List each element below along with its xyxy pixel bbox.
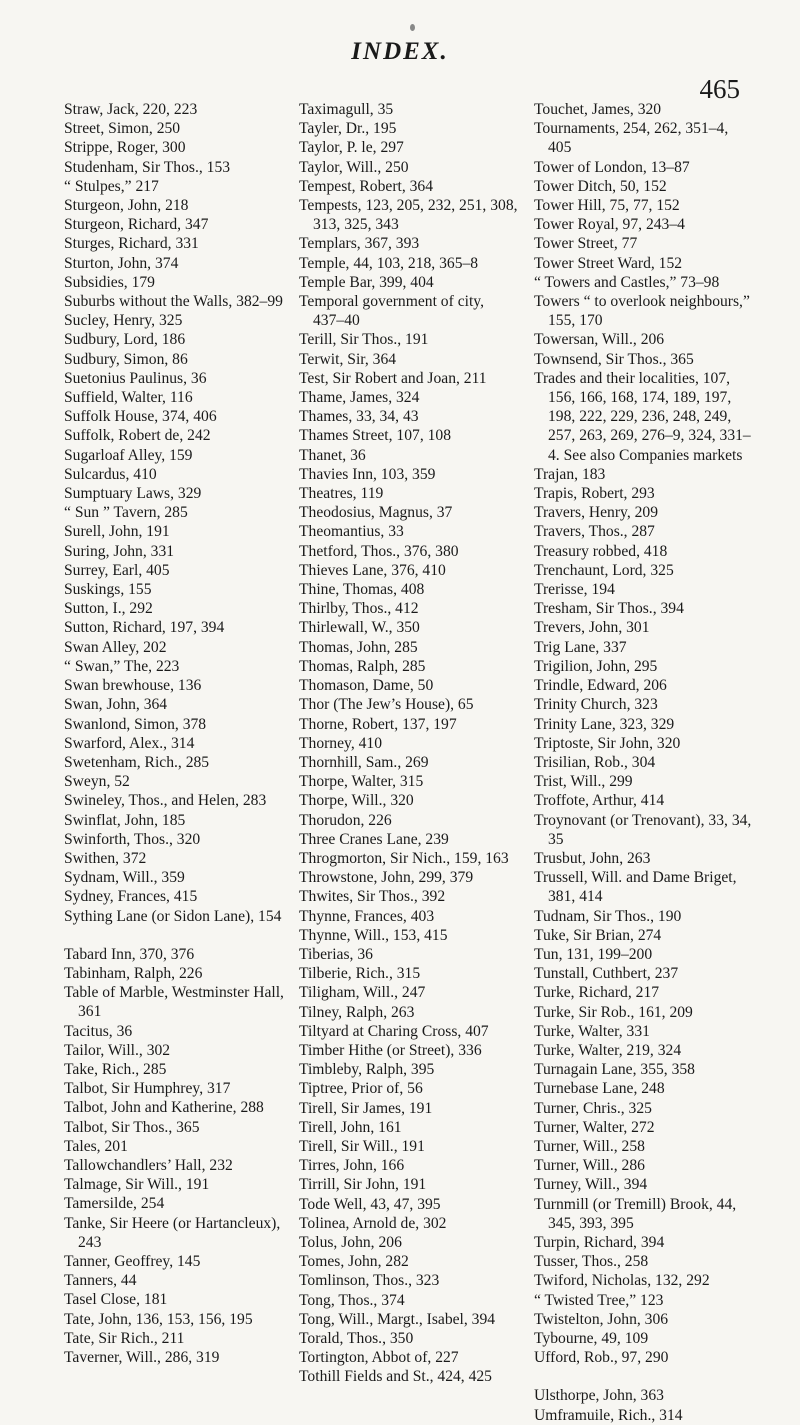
index-entry: Tallowchandlers’ Hall, 232 — [64, 1156, 233, 1174]
index-entry: Tasel Close, 181 — [64, 1291, 168, 1309]
index-entry: Tong, Will., Margt., Isabel, 394 — [299, 1310, 496, 1328]
index-entry: Turnagain Lane, 355, 358 — [534, 1061, 695, 1079]
page-header — [60, 24, 740, 104]
index-entry: Theomantius, 33 — [299, 523, 404, 541]
index-entry: Sturges, Richard, 331 — [64, 235, 199, 253]
index-entry: Thor (The Jew’s House), 65 — [299, 696, 474, 714]
index-entry: Tusser, Thos., 258 — [534, 1253, 649, 1271]
index-entry: Twiford, Nicholas, 132, 292 — [534, 1272, 710, 1290]
index-entry: Thavies Inn, 103, 359 — [299, 465, 436, 483]
index-entry: Sudbury, Lord, 186 — [64, 331, 186, 349]
index-entry: Tower Hill, 75, 77, 152 — [534, 197, 680, 215]
index-entry: Swinforth, Thos., 320 — [64, 830, 201, 848]
index-entry: Suetonius Paulinus, 36 — [64, 369, 207, 387]
index-entry: Tomes, John, 282 — [299, 1253, 409, 1271]
index-entry: Suring, John, 331 — [64, 542, 175, 560]
index-entry: Trigilion, John, 295 — [534, 657, 658, 675]
index-entry: Triptoste, Sir John, 320 — [534, 734, 681, 752]
index-entry: Taverner, Will., 286, 319 — [64, 1349, 220, 1366]
index-entry: Torald, Thos., 350 — [299, 1330, 414, 1347]
index-entry: Straw, Jack, 220, 223 — [64, 101, 198, 118]
index-entry: Tower Ditch, 50, 152 — [534, 177, 667, 195]
index-entry: Tower Street, 77 — [534, 235, 638, 253]
index-entry: Trevers, John, 301 — [534, 619, 650, 637]
index-entry: Terwit, Sir, 364 — [299, 350, 397, 368]
index-entry: Tayler, Dr., 195 — [299, 120, 397, 138]
index-entry: Umframuile, Rich., 314 — [534, 1406, 683, 1424]
index-entry: Sumptuary Laws, 329 — [64, 485, 202, 503]
index-entry: Talbot, Sir Humphrey, 317 — [64, 1080, 231, 1098]
index-entry: Thames Street, 107, 108 — [299, 427, 452, 445]
index-entry: Swinflat, John, 185 — [64, 811, 186, 829]
index-entry: Tomlinson, Thos., 323 — [299, 1272, 440, 1290]
index-entry: Trinity Lane, 323, 329 — [534, 715, 675, 733]
index-entry: Tower of London, 13–87 — [534, 158, 690, 176]
index-entry: Tolinea, Arnold de, 302 — [299, 1214, 447, 1232]
index-entry: Turner, Will., 286 — [534, 1157, 645, 1175]
index-entry: Strippe, Roger, 300 — [64, 139, 186, 157]
index-entry: Tode Well, 43, 47, 395 — [299, 1195, 441, 1213]
index-entry: Turner, Will., 258 — [534, 1137, 645, 1155]
index-entry: Taximagull, 35 — [299, 101, 394, 118]
index-entry: Turner, Walter, 272 — [534, 1118, 655, 1136]
index-entry: Turke, Sir Rob., 161, 209 — [534, 1003, 693, 1021]
index-entry: Tanners, 44 — [64, 1272, 137, 1290]
index-entry: Three Cranes Lane, 239 — [299, 830, 449, 848]
index-entry: Tirell, Sir Will., 191 — [299, 1137, 425, 1155]
index-entry: Trusbut, John, 263 — [534, 849, 651, 867]
index-entry: Talbot, Sir Thos., 365 — [64, 1118, 200, 1136]
index-entry: Thorudon, 226 — [299, 811, 392, 829]
index-entry: Throwstone, John, 299, 379 — [299, 869, 474, 887]
index-entry: Throgmorton, Sir Nich., 159, 163 — [299, 849, 509, 867]
index-entry: Tybourne, 49, 109 — [534, 1330, 649, 1347]
index-entry: Twistelton, John, 306 — [534, 1310, 669, 1328]
index-entry: Treasury robbed, 418 — [534, 542, 668, 560]
index-entry: “ Towers and Castles,” 73–98 — [534, 273, 720, 291]
index-entry: Turner, Chris., 325 — [534, 1099, 652, 1117]
index-entry: Tabinham, Ralph, 226 — [64, 964, 203, 982]
index-entry: Temporal government of city, 437–40 — [299, 293, 484, 330]
index-entry: Tong, Thos., 374 — [299, 1291, 405, 1309]
index-entry: Tothill Fields and St., 424, 425 — [299, 1368, 492, 1386]
index-entry: Sugarloaf Alley, 159 — [64, 446, 193, 464]
index-columns — [64, 100, 754, 1424]
index-entry: Thirlewall, W., 350 — [299, 619, 420, 637]
index-entry: Swineley, Thos., and Helen, 283 — [64, 792, 267, 810]
index-entry: Theatres, 119 — [299, 485, 384, 503]
index-entry: Subsidies, 179 — [64, 273, 155, 291]
index-entry: Townsend, Sir Thos., 365 — [534, 350, 694, 368]
index-entry: Tuke, Sir Brian, 274 — [534, 926, 662, 944]
index-entry: Turney, Will., 394 — [534, 1176, 648, 1194]
index-entry: Sudbury, Simon, 86 — [64, 350, 188, 368]
index-entry: Thorney, 410 — [299, 734, 383, 752]
index-entry: Tiligham, Will., 247 — [299, 984, 426, 1002]
index-entry: Tolus, John, 206 — [299, 1233, 402, 1251]
index-entry: Tamersilde, 254 — [64, 1195, 165, 1213]
index-entry: Suffolk House, 374, 406 — [64, 408, 217, 426]
index-entry: Tempest, Robert, 364 — [299, 177, 434, 195]
index-entry: Suskings, 155 — [64, 581, 152, 599]
index-entry: Talbot, John and Katherine, 288 — [64, 1099, 264, 1117]
index-entry: Trist, Will., 299 — [534, 773, 633, 791]
index-entry: Thynne, Frances, 403 — [299, 907, 435, 925]
index-entry: Tortington, Abbot of, 227 — [299, 1349, 459, 1367]
index-entry: Sydney, Frances, 415 — [64, 888, 198, 906]
index-entry: Thames, 33, 34, 43 — [299, 408, 419, 426]
index-entry: Timbleby, Ralph, 395 — [299, 1061, 435, 1079]
index-entry: Thwites, Sir Thos., 392 — [299, 888, 446, 906]
index-entry: Tower Street Ward, 152 — [534, 254, 683, 272]
index-entry: Trig Lane, 337 — [534, 638, 627, 656]
index-entry: Sything Lane (or Sidon Lane), 154 — [64, 907, 282, 925]
index-entry: Thirlby, Thos., 412 — [299, 600, 419, 618]
index-entry: Thomason, Dame, 50 — [299, 677, 434, 695]
index-entry: Touchet, James, 320 — [534, 101, 662, 118]
index-entry: Ufford, Rob., 97, 290 — [534, 1349, 669, 1367]
index-entry: Tiptree, Prior of, 56 — [299, 1080, 423, 1098]
index-entry: Thorpe, Will., 320 — [299, 792, 414, 810]
index-entry: Tacitus, 36 — [64, 1022, 133, 1040]
index-entry: Sturgeon, John, 218 — [64, 197, 189, 215]
index-entry: Thomas, John, 285 — [299, 638, 418, 656]
index-entry: Tanke, Sir Heere (or Hartancleux), 243 — [64, 1214, 281, 1251]
index-entry: Taylor, P. le, 297 — [299, 139, 404, 157]
index-entry: Sutton, I., 292 — [64, 600, 153, 618]
index-entry: Studenham, Sir Thos., 153 — [64, 158, 231, 176]
index-entry: Surell, John, 191 — [64, 523, 170, 541]
index-column-2 — [299, 100, 519, 1386]
index-entry: Thornhill, Sam., 269 — [299, 753, 429, 771]
index-entry: Tales, 201 — [64, 1137, 128, 1155]
index-entry: Tate, John, 136, 153, 156, 195 — [64, 1310, 253, 1328]
index-entry: Trisilian, Rob., 304 — [534, 753, 656, 771]
index-entry: Sweyn, 52 — [64, 773, 130, 791]
index-entry: Templars, 367, 393 — [299, 235, 420, 253]
ink-dot — [410, 24, 415, 31]
page-number: 465 — [699, 74, 740, 104]
index-entry: Troynovant (or Trenovant), 33, 34, 35 — [534, 811, 752, 848]
index-entry: Tabard Inn, 370, 376 — [64, 945, 195, 963]
index-entry: Thorpe, Walter, 315 — [299, 773, 424, 791]
index-entry: Swetenham, Rich., 285 — [64, 753, 210, 771]
index-entry: Thomas, Ralph, 285 — [299, 657, 426, 675]
index-column-3 — [534, 100, 754, 1424]
index-entry: Tailor, Will., 302 — [64, 1041, 171, 1059]
index-entry: Talmage, Sir Will., 191 — [64, 1176, 210, 1194]
page-title: INDEX. — [351, 38, 449, 65]
index-entry: Turke, Walter, 219, 324 — [534, 1041, 682, 1059]
index-entry: Tate, Sir Rich., 211 — [64, 1329, 185, 1347]
index-entry: Tirrill, Sir John, 191 — [299, 1176, 427, 1194]
index-entry: Ulsthorpe, John, 363 — [534, 1387, 664, 1405]
index-entry: Street, Simon, 250 — [64, 120, 181, 138]
index-entry: Suffolk, Robert de, 242 — [64, 427, 211, 445]
index-entry: Swithen, 372 — [64, 849, 147, 867]
index-entry: Thynne, Will., 153, 415 — [299, 926, 448, 944]
index-entry: Taylor, Will., 250 — [299, 158, 409, 176]
index-entry: Turke, Richard, 217 — [534, 984, 660, 1002]
index-entry: Towersan, Will., 206 — [534, 331, 665, 349]
index-entry: Tresham, Sir Thos., 394 — [534, 600, 684, 618]
index-entry: Turnebase Lane, 248 — [534, 1080, 665, 1098]
index-entry: Tun, 131, 199–200 — [534, 945, 653, 963]
index-entry: Tanner, Geoffrey, 145 — [64, 1252, 201, 1270]
index-entry: Temple Bar, 399, 404 — [299, 273, 434, 291]
index-entry: Tempests, 123, 205, 232, 251, 308, 313, 325, 343 — [299, 197, 518, 234]
index-entry: Trindle, Edward, 206 — [534, 677, 667, 695]
index-entry: Travers, Thos., 287 — [534, 523, 655, 541]
index-entry: Sydnam, Will., 359 — [64, 869, 185, 887]
index-entry: Sturton, John, 374 — [64, 254, 179, 272]
index-entry: Tilberie, Rich., 315 — [299, 965, 421, 983]
index-entry: Trapis, Robert, 293 — [534, 485, 655, 503]
index-entry: Suffield, Walter, 116 — [64, 389, 193, 407]
index-entry: Troffote, Arthur, 414 — [534, 792, 665, 810]
index-entry: Trussell, Will. and Dame Briget, 381, 414 — [534, 869, 737, 906]
index-entry: Tirell, John, 161 — [299, 1118, 402, 1136]
index-entry: Sulcardus, 410 — [64, 465, 157, 483]
index-entry: Thine, Thomas, 408 — [299, 581, 425, 599]
index-entry: Travers, Henry, 209 — [534, 504, 659, 522]
index-entry: Table of Marble, Westminster Hall, 361 — [64, 984, 284, 1021]
index-column-1 — [64, 100, 284, 1366]
index-entry: Tudnam, Sir Thos., 190 — [534, 907, 682, 925]
index-entry: “ Swan,” The, 223 — [64, 657, 180, 675]
index-entry: Turnmill (or Tremill) Brook, 44, 345, 393, 395 — [534, 1195, 737, 1232]
index-entry: Terill, Sir Thos., 191 — [299, 331, 429, 349]
index-entry: Swarford, Alex., 314 — [64, 734, 195, 752]
index-entry: Surrey, Earl, 405 — [64, 561, 170, 579]
index-entry: Temple, 44, 103, 218, 365–8 — [299, 254, 479, 272]
index-entry: Swan brewhouse, 136 — [64, 677, 202, 695]
index-entry: Trades and their localities, 107, 156, 166, 168, 174, 189, 197, 198, 222, 229, 236, 248, 249, 257, 263, 269, 276–9, 324, 331–4. See also Companies markets — [534, 369, 751, 464]
index-entry: Turke, Walter, 331 — [534, 1022, 650, 1040]
index-entry: Timber Hithe (or Street), 336 — [299, 1041, 482, 1059]
index-entry: Thame, James, 324 — [299, 389, 420, 407]
index-entry: Tirres, John, 166 — [299, 1157, 405, 1175]
index-entry: Tiberias, 36 — [299, 945, 373, 963]
index-entry: “ Stulpes,” 217 — [64, 177, 159, 195]
index-entry: Test, Sir Robert and Joan, 211 — [299, 369, 487, 387]
index-entry: Suburbs without the Walls, 382–99 — [64, 293, 283, 311]
index-entry: Swanlond, Simon, 378 — [64, 715, 207, 733]
index-entry: Take, Rich., 285 — [64, 1060, 167, 1078]
index-entry: Tiltyard at Charing Cross, 407 — [299, 1022, 489, 1040]
index-entry: Turpin, Richard, 394 — [534, 1233, 665, 1251]
index-entry: Theodosius, Magnus, 37 — [299, 504, 453, 522]
index-entry: Thanet, 36 — [299, 446, 366, 464]
index-entry: Swan Alley, 202 — [64, 638, 167, 656]
index-entry: Tower Royal, 97, 243–4 — [534, 216, 685, 234]
index-entry: “ Twisted Tree,” 123 — [534, 1291, 664, 1309]
index-entry: Tunstall, Cuthbert, 237 — [534, 965, 679, 983]
index-entry: Trenchaunt, Lord, 325 — [534, 561, 674, 579]
index-entry: Tirell, Sir James, 191 — [299, 1099, 433, 1117]
index-entry: Tournaments, 254, 262, 351–4, 405 — [534, 120, 729, 157]
index-entry: Swan, John, 364 — [64, 696, 168, 714]
index-entry: Tilney, Ralph, 263 — [299, 1003, 415, 1021]
index-entry: Towers “ to overlook neighbours,” 155, 170 — [534, 293, 750, 330]
index-entry: Thieves Lane, 376, 410 — [299, 561, 446, 579]
index-entry: “ Sun ” Tavern, 285 — [64, 504, 188, 522]
index-entry: Sucley, Henry, 325 — [64, 312, 183, 330]
index-entry: Trerisse, 194 — [534, 581, 615, 599]
index-entry: Trinity Church, 323 — [534, 696, 658, 714]
index-entry: Thetford, Thos., 376, 380 — [299, 542, 459, 560]
index-entry: Thorne, Robert, 137, 197 — [299, 715, 457, 733]
index-entry: Sturgeon, Richard, 347 — [64, 216, 209, 234]
index-entry: Trajan, 183 — [534, 465, 606, 483]
index-entry: Sutton, Richard, 197, 394 — [64, 619, 225, 637]
